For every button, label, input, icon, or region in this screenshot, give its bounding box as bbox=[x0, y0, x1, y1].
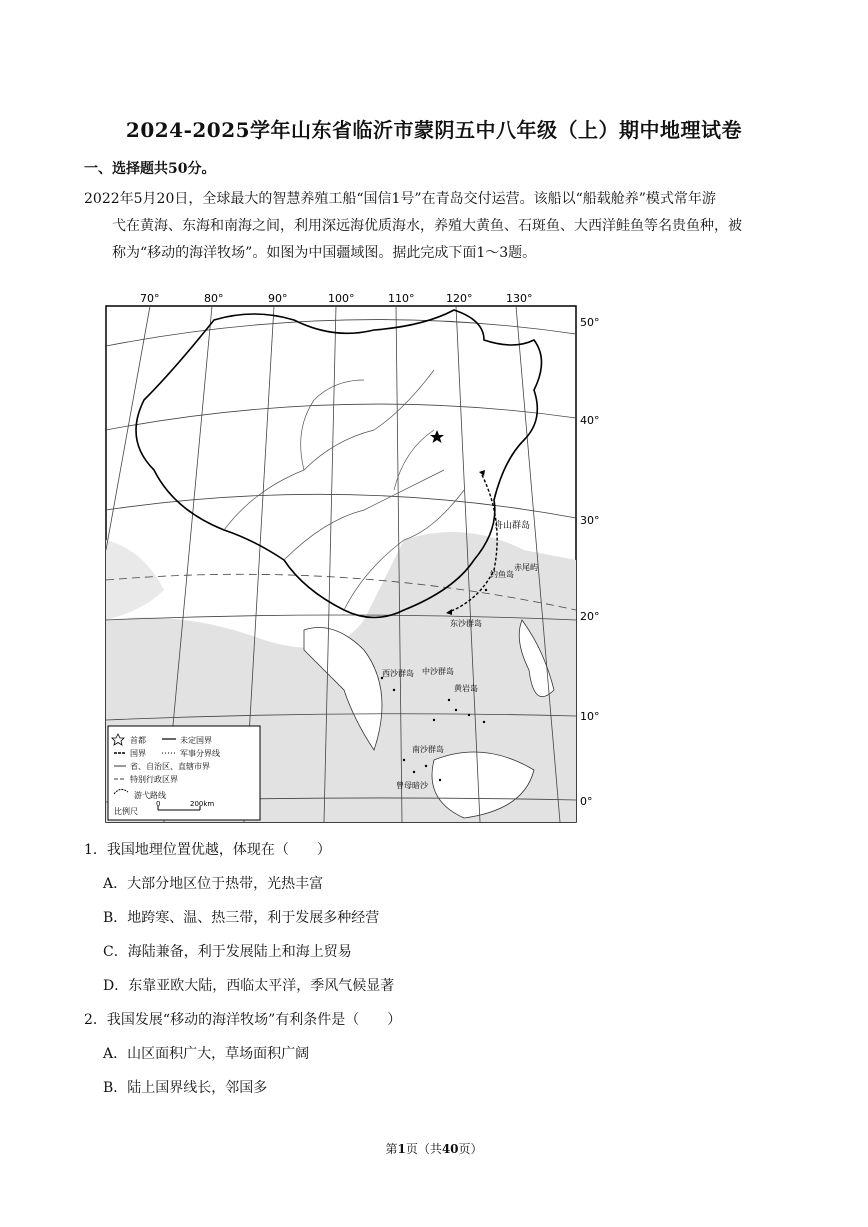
page-footer bbox=[0, 1140, 868, 1157]
section-heading: 一、选择题共50分。 bbox=[84, 161, 216, 177]
label-dongsha: 东沙群岛 bbox=[450, 619, 482, 628]
map-legend bbox=[108, 726, 260, 820]
question-1-option-d[interactable]: D．东靠亚欧大陆，西临太平洋，季风气候显著 bbox=[103, 978, 395, 994]
legend-cruise-route: 游弋路线 bbox=[134, 791, 166, 800]
passage-line-3: 称为“移动的海洋牧场”。如图为中国疆域图。据此完成下面1～3题。 bbox=[112, 245, 537, 261]
legend-scale-value: 200km bbox=[190, 800, 215, 808]
lat-label: 50° bbox=[580, 316, 600, 329]
lon-label: 90° bbox=[268, 292, 288, 305]
lon-label: 70° bbox=[140, 292, 160, 305]
footer-page-number: 1 bbox=[397, 1142, 406, 1156]
legend-undefined-border: 未定国界 bbox=[180, 736, 212, 745]
lat-label: 0° bbox=[580, 795, 593, 808]
label-zhongsha: 中沙群岛 bbox=[422, 667, 454, 676]
lat-label: 10° bbox=[580, 710, 600, 723]
footer-total-pages: 40 bbox=[441, 1142, 459, 1156]
legend-military-line: 军事分界线 bbox=[180, 749, 220, 758]
label-zengmu: 曾母暗沙 bbox=[396, 781, 428, 790]
question-1-option-c[interactable]: C．海陆兼备，利于发展陆上和海上贸易 bbox=[103, 944, 352, 960]
label-chiwei: 赤尾屿 bbox=[514, 563, 538, 572]
legend-national-border: 国界 bbox=[130, 749, 146, 758]
question-1-option-b[interactable]: B．地跨寒、温、热三带，利于发展多种经营 bbox=[103, 910, 380, 926]
question-2-option-b[interactable]: B．陆上国界线长，邻国多 bbox=[103, 1080, 268, 1096]
lon-label: 110° bbox=[388, 292, 415, 305]
legend-scale-label: 比例尺 bbox=[114, 807, 138, 816]
question-1-stem: 1．我国地理位置优越，体现在（ ） bbox=[84, 842, 331, 858]
legend-capital: 首都 bbox=[130, 736, 146, 745]
lat-label: 20° bbox=[580, 610, 600, 623]
passage-line-2: 弋在黄海、东海和南海之间，利用深远海优质海水，养殖大黄鱼、石斑鱼、大西洋鲑鱼等名贵鱼种，被 bbox=[112, 218, 742, 234]
lon-label: 120° bbox=[446, 292, 473, 305]
label-diaoyu: 钓鱼岛 bbox=[490, 570, 514, 579]
lon-label: 100° bbox=[328, 292, 355, 305]
label-nansha: 南沙群岛 bbox=[412, 745, 444, 754]
question-2-stem: 2．我国发展“移动的海洋牧场”有利条件是（ ） bbox=[84, 1012, 402, 1028]
lon-label: 80° bbox=[204, 292, 224, 305]
label-xisha: 西沙群岛 bbox=[382, 669, 414, 678]
lat-label: 40° bbox=[580, 414, 600, 427]
question-2-option-a[interactable]: A．山区面积广大，草场面积广阔 bbox=[103, 1046, 310, 1062]
lon-label: 130° bbox=[506, 292, 533, 305]
passage-line-1: 2022年5月20日，全球最大的智慧养殖工船“国信1号”在青岛交付运营。该船以“船载舱养”模式常年游 bbox=[84, 191, 716, 207]
legend-scale-zero: 0 bbox=[156, 800, 161, 808]
passage bbox=[84, 186, 804, 267]
footer-suffix: 页） bbox=[458, 1142, 483, 1156]
china-territory-map bbox=[104, 290, 608, 826]
footer-middle: 页（共 bbox=[405, 1142, 442, 1156]
legend-sar-border: 特别行政区界 bbox=[130, 775, 178, 784]
question-1-option-a[interactable]: A．大部分地区位于热带，光热丰富 bbox=[103, 876, 324, 892]
footer-prefix: 第 bbox=[385, 1142, 398, 1156]
legend-province-border: 省、自治区、直辖市界 bbox=[130, 762, 210, 771]
label-huangyan: 黄岩岛 bbox=[454, 684, 478, 693]
lat-label: 30° bbox=[580, 514, 600, 527]
label-zhoushan: 舟山群岛 bbox=[494, 521, 531, 531]
exam-title: 2024-2025学年山东省临沂市蒙阴五中八年级（上）期中地理试卷 bbox=[125, 118, 743, 142]
